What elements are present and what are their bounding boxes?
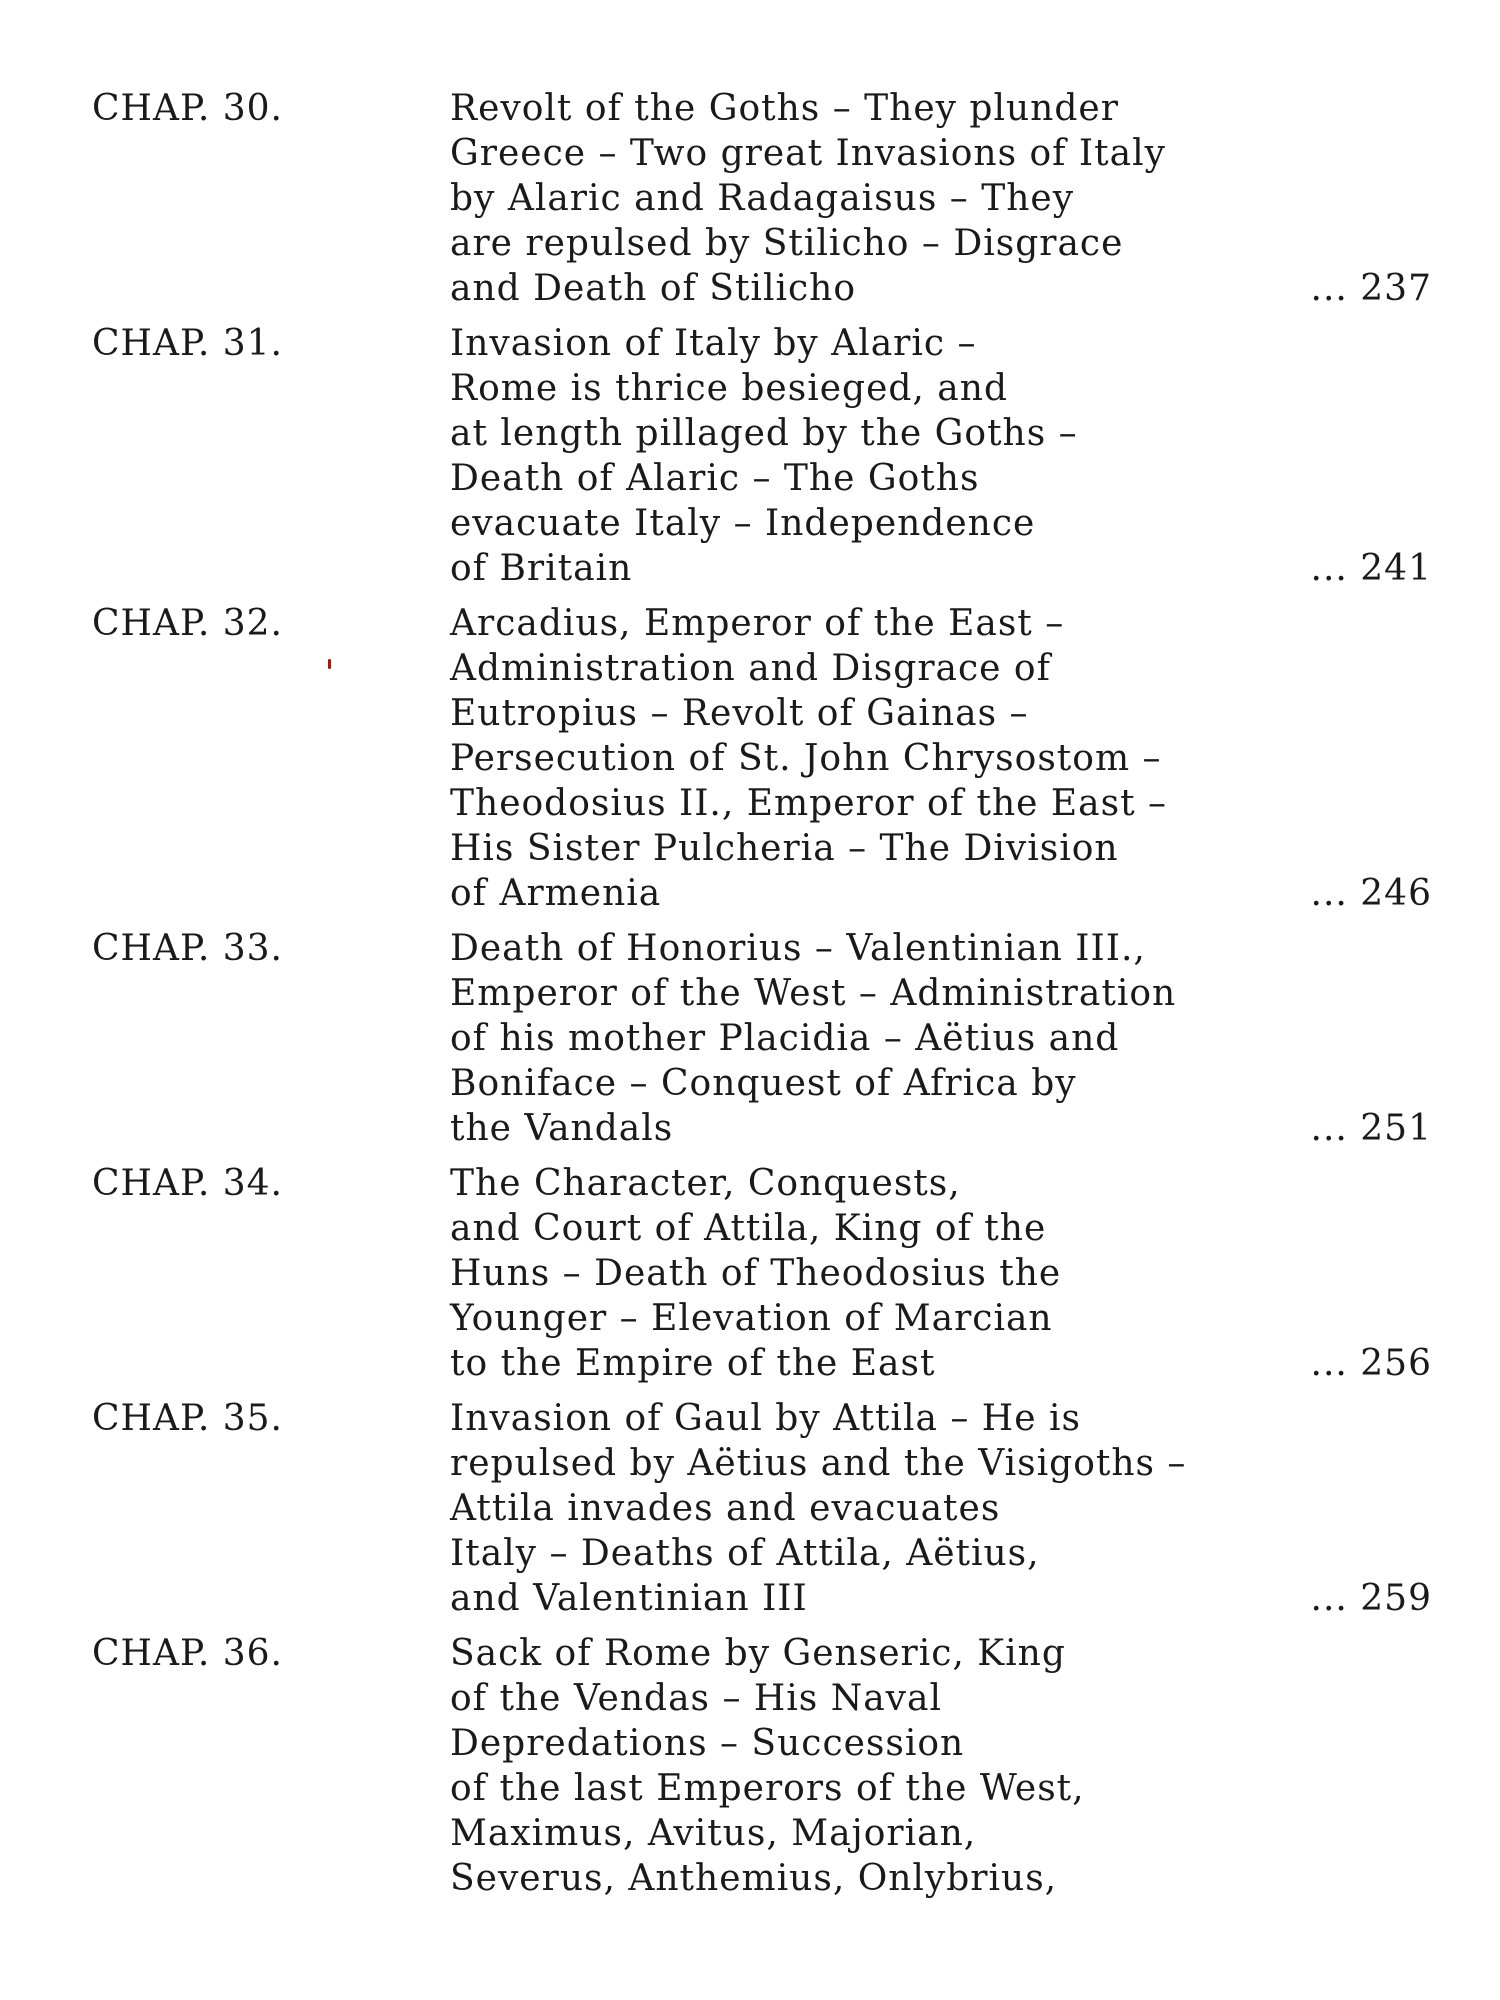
chapter-number: CHAP. 34. (92, 1163, 284, 1204)
chapter-number: CHAP. 35. (92, 1398, 284, 1439)
description-line: of his mother Placidia – Aëtius and (450, 1018, 1120, 1059)
description-line: Boniface – Conquest of Africa by (450, 1063, 1077, 1104)
toc-entry (92, 1631, 1432, 1901)
description-line: Eutropius – Revolt of Gainas – (450, 693, 1029, 734)
description-line: Depredations – Succession (450, 1723, 965, 1764)
description-line: Invasion of Gaul by Attila – He is (450, 1398, 1081, 1439)
description-line: of Armenia (450, 873, 662, 914)
description-line: Administration and Disgrace of (450, 648, 1051, 689)
description-line: Severus, Anthemius, Onlybrius, (450, 1858, 1058, 1899)
chapter-number: CHAP. 30. (92, 88, 284, 129)
toc-entry (92, 1396, 1432, 1621)
table-of-contents (92, 86, 1432, 1911)
description-line: Maximus, Avitus, Majorian, (450, 1813, 977, 1854)
description-line: and Court of Attila, King of the (450, 1208, 1047, 1249)
description-line: Younger – Elevation of Marcian (450, 1298, 1053, 1339)
chapter-number: CHAP. 31. (92, 323, 284, 364)
description-line: at length pillaged by the Goths – (450, 413, 1078, 454)
description-line: Revolt of the Goths – They plunder (450, 88, 1119, 129)
chapter-description (450, 1396, 1330, 1621)
description-line: Invasion of Italy by Alaric – (450, 323, 977, 364)
description-line: Rome is thrice besieged, and (450, 368, 1008, 409)
description-line: Persecution of St. John Chrysostom – (450, 738, 1162, 779)
description-line: Arcadius, Emperor of the East – (450, 603, 1065, 644)
description-line: Theodosius II., Emperor of the East – (450, 783, 1168, 824)
toc-entry (92, 1161, 1432, 1386)
description-line: repulsed by Aëtius and the Visigoths – (450, 1443, 1187, 1484)
description-line: to the Empire of the East (450, 1343, 936, 1384)
toc-entry (92, 321, 1432, 591)
toc-entry (92, 926, 1432, 1151)
chapter-description (450, 1631, 1330, 1901)
description-line: Death of Honorius – Valentinian III., (450, 928, 1146, 969)
description-line: by Alaric and Radagaisus – They (450, 178, 1075, 219)
page-number: ... 256 (1310, 1343, 1432, 1384)
page-number: ... 237 (1310, 268, 1432, 309)
chapter-description (450, 1161, 1330, 1386)
description-line: Greece – Two great Invasions of Italy (450, 133, 1166, 174)
chapter-description (450, 601, 1330, 916)
description-line: of the Vendas – His Naval (450, 1678, 942, 1719)
description-line: Italy – Deaths of Attila, Aëtius, (450, 1533, 1040, 1574)
chapter-description (450, 926, 1330, 1151)
description-line: and Valentinian III (450, 1578, 808, 1619)
toc-entry (92, 601, 1432, 916)
chapter-description (450, 86, 1330, 311)
page-number: ... 251 (1310, 1108, 1432, 1149)
description-line: Attila invades and evacuates (450, 1488, 1001, 1529)
description-line: the Vandals (450, 1108, 674, 1149)
chapter-number: CHAP. 32. (92, 603, 284, 644)
description-line: and Death of Stilicho (450, 268, 856, 309)
description-line: Emperor of the West – Administration (450, 973, 1177, 1014)
chapter-number: CHAP. 36. (92, 1633, 284, 1674)
page-number: ... 246 (1310, 873, 1432, 914)
page-number: ... 241 (1310, 548, 1432, 589)
chapter-number: CHAP. 33. (92, 928, 284, 969)
chapter-description (450, 321, 1330, 591)
page-number: ... 259 (1310, 1578, 1432, 1619)
description-line: His Sister Pulcheria – The Division (450, 828, 1119, 869)
description-line: of Britain (450, 548, 633, 589)
description-line: of the last Emperors of the West, (450, 1768, 1085, 1809)
description-line: are repulsed by Stilicho – Disgrace (450, 223, 1124, 264)
description-line: The Character, Conquests, (450, 1163, 961, 1204)
description-line: Death of Alaric – The Goths (450, 458, 980, 499)
description-line: Huns – Death of Theodosius the (450, 1253, 1062, 1294)
toc-entry (92, 86, 1432, 311)
description-line: evacuate Italy – Independence (450, 503, 1036, 544)
description-line: Sack of Rome by Genseric, King (450, 1633, 1066, 1674)
